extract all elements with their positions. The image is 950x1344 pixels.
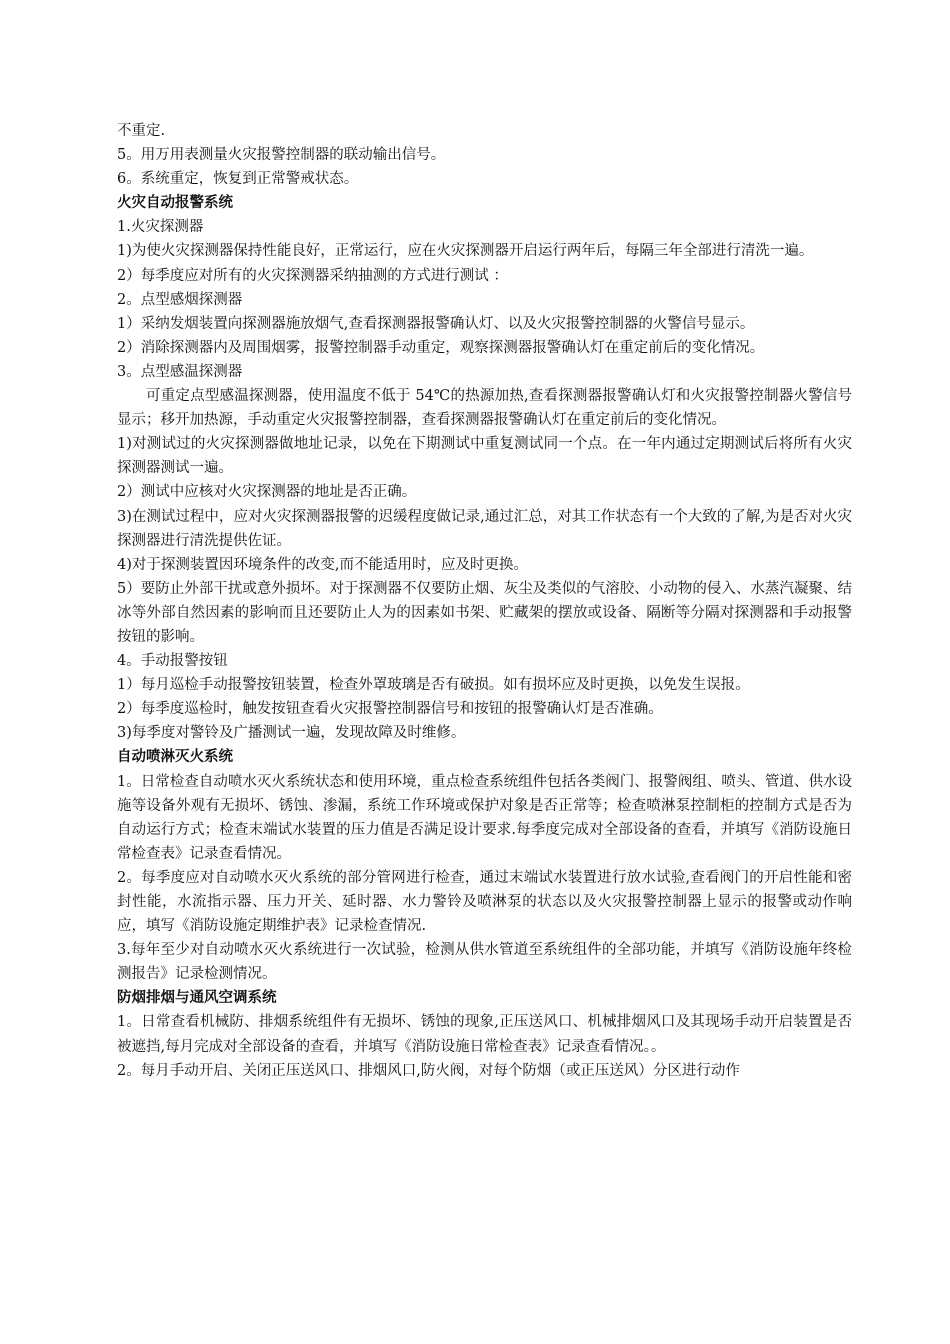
paragraph: 1。日常检查自动喷水灭火系统状态和使用环境，重点检查系统组件包括各类阀门、报警阀组、喷头、管道、供水设施等设备外观有无损坏、锈蚀、渗漏，系统工作环境或保护对象是否正常等；检查喷淋泵控制柜的控制方式是否为自动运行方式；检查末端试水装置的压力值是否满足设计要求.每季度完成对全部设备的查看，并填写《消防设施日常检查表》记录查看情况。 [117,773,852,862]
paragraph: 可重定点型感温探测器，使用温度不低于 54℃的热源加热,查看探测器报警确认灯和火灾报警控制器火警信号显示；移开加热源，手动重定火灾报警控制器，查看探测器报警确认灯在重定前后的变化情况。 [117,388,852,429]
paragraph: 1）每月巡检手动报警按钮装置，检查外罩玻璃是否有破损。如有损坏应及时更换，以免发生误报。 [117,677,750,694]
paragraph: 3.每年至少对自动喷水灭火系统进行一次试验，检测从供水管道至系统组件的全部功能，并填写《消防设施年终检测报告》记录检测情况。 [117,942,852,983]
paragraph: 1)对测试过的火灾探测器做地址记录，以免在下期测试中重复测试同一个点。在一年内通过定期测试后将所有火灾探测器测试一遍。 [117,436,852,477]
paragraph: 4)对于探测装置因环境条件的改变,而不能适用时，应及时更换。 [117,556,528,573]
document-body [117,119,852,1083]
paragraph: 2。每月手动开启、关闭正压送风口、排烟风口,防火阀，对每个防烟（或正压送风）分区进行动作 [117,1062,740,1079]
paragraph: 1)为使火灾探测器保持性能良好，正常运行，应在火灾探测器开启运行两年后，每隔三年全部进行清洗一遍。 [117,243,814,260]
paragraph: 5。用万用表测量火灾报警控制器的联动输出信号。 [117,147,446,164]
section-heading-fire-alarm: 火灾自动报警系统 [117,195,233,212]
paragraph: 6。系统重定，恢复到正常警戒状态。 [117,171,359,188]
paragraph: 4。手动报警按钮 [117,653,228,670]
paragraph: 2）每季度应对所有的火灾探测器采纳抽测的方式进行测试 ： [117,267,508,284]
paragraph: 1）采纳发烟装置向探测器施放烟气,查看探测器报警确认灯、以及火灾报警控制器的火警信号显示。 [117,315,755,332]
section-heading-smoke-control: 防烟排烟与通风空调系统 [117,990,277,1007]
paragraph: 3。点型感温探测器 [117,363,243,380]
paragraph: 2。点型感烟探测器 [117,291,243,308]
paragraph: 2。每季度应对自动喷水灭火系统的部分管网进行检查，通过末端试水装置进行放水试验,查看阀门的开启性能和密封性能，水流指示器、压力开关、延时器、水力警铃及喷淋泵的状态以及火灾报警控制器上显示的报警或动作响应，填写《消防设施定期维护表》记录检查情况. [117,869,852,935]
paragraph: 1。日常查看机械防、排烟系统组件有无损坏、锈蚀的现象,正压送风口、机械排烟风口及其现场手动开启装置是否被遮挡,每月完成对全部设备的查看，并填写《消防设施日常检查表》记录查看情况。。 [117,1014,852,1055]
paragraph: 2）消除探测器内及周围烟雾，报警控制器手动重定，观察探测器报警确认灯在重定前后的变化情况。 [117,339,765,356]
paragraph: 2）每季度巡检时，触发按钮查看火灾报警控制器信号和按钮的报警确认灯是否准确。 [117,701,663,718]
paragraph: 3)在测试过程中，应对火灾探测器报警的迟缓程度做记录,通过汇总，对其工作状态有一个大致的了解,为是否对火灾探测器进行清洗提供佐证。 [117,508,852,549]
paragraph: 不重定. [117,123,166,139]
paragraph: 1.火灾探测器 [117,219,204,236]
paragraph: 5）要防止外部干扰或意外损坏。对于探测器不仅要防止烟、灰尘及类似的气溶胶、小动物的侵入、水蒸汽凝聚、结冰等外部自然因素的影响而且还要防止人为的因素如书架、贮藏架的摆放或设备、隔断等分隔对探测器和手动报警按钮的影响。 [117,580,852,645]
section-heading-sprinkler: 自动喷淋灭火系统 [117,749,233,766]
paragraph: 3)每季度对警铃及广播测试一遍，发现故障及时维修。 [117,725,466,742]
paragraph: 2）测试中应核对火灾探测器的地址是否正确。 [117,484,417,501]
